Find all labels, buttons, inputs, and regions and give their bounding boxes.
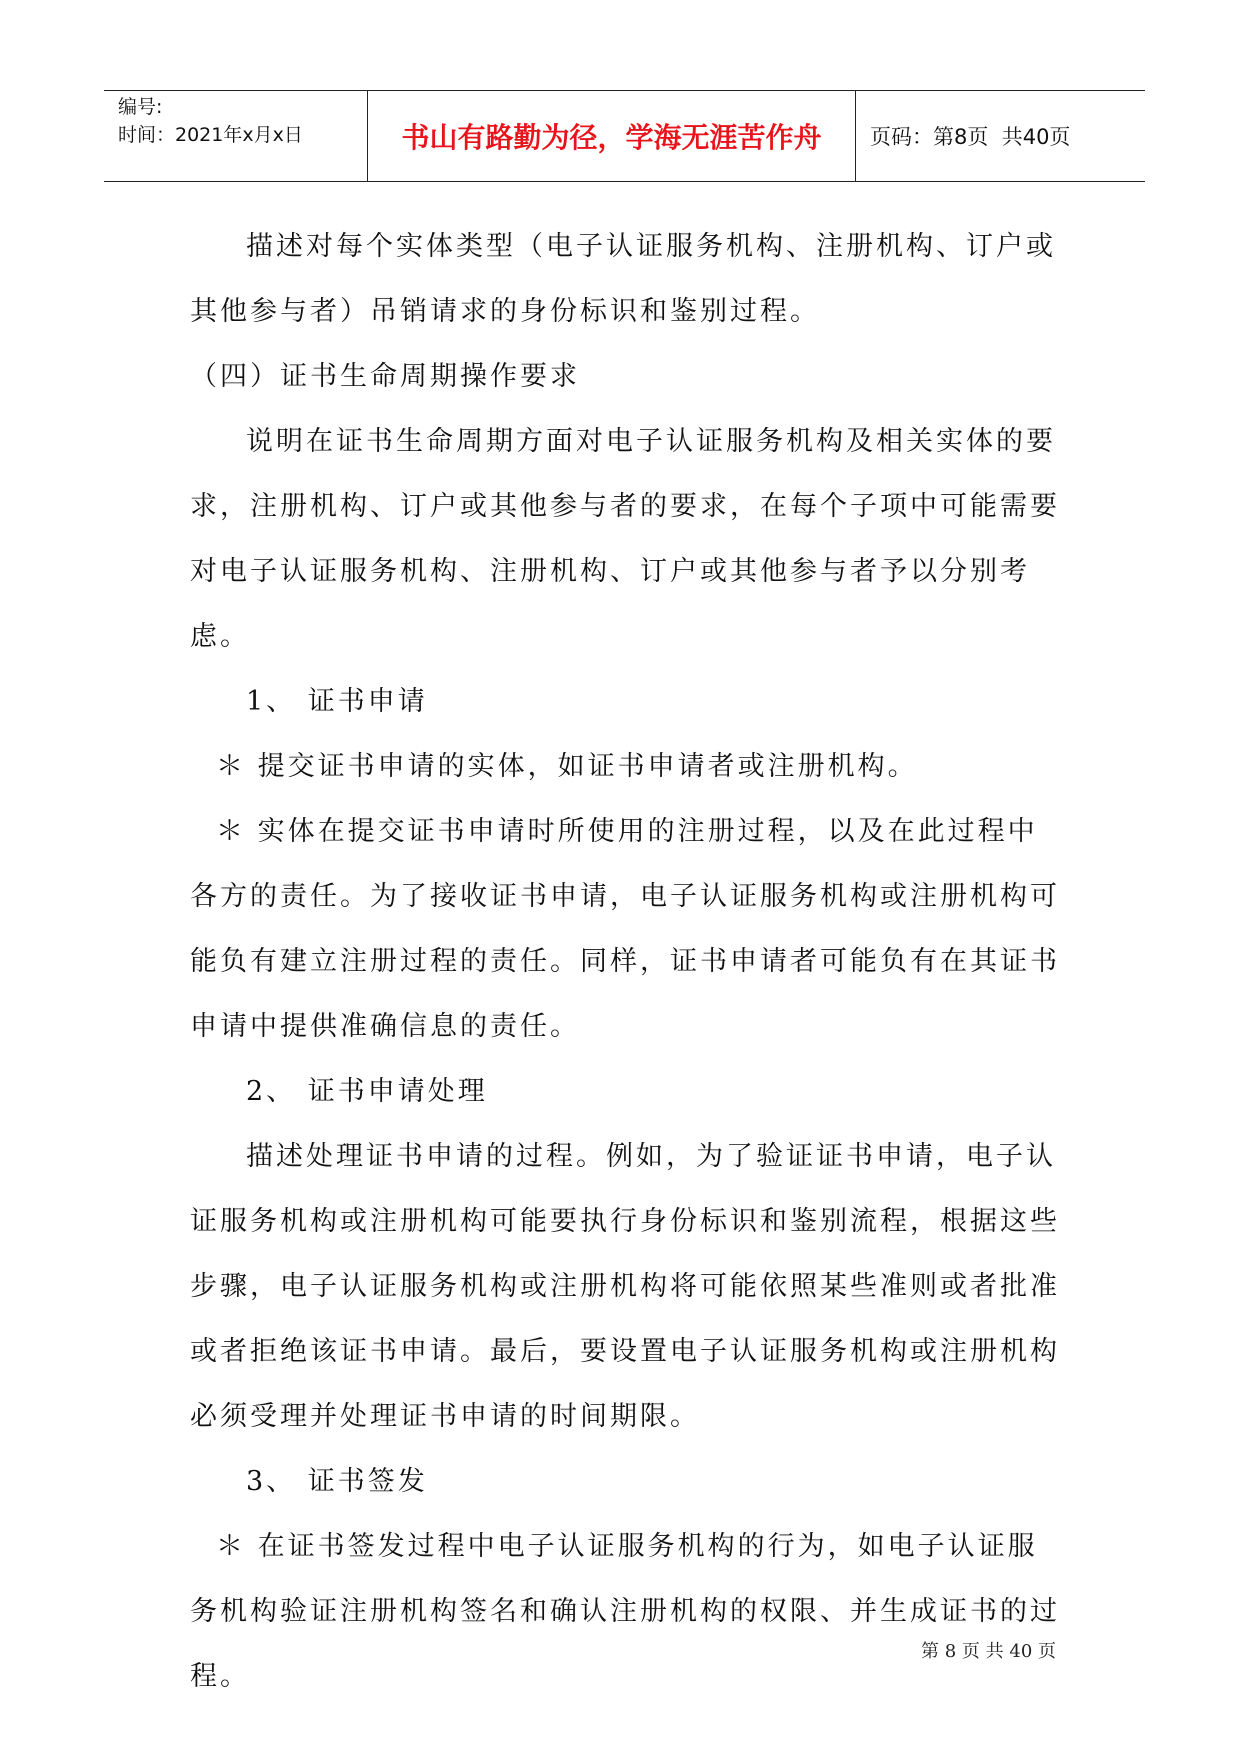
- paragraph: 描述对每个实体类型（电子认证服务机构、注册机构、订户或其他参与者）吊销请求的身份标识和鉴别过程。: [190, 231, 1056, 327]
- header-meta: [104, 91, 368, 181]
- document-number-label: 编号:: [118, 96, 163, 118]
- header-motto: 书山有路勤为径，学海无涯苦作舟: [368, 91, 856, 181]
- bullet-paragraph: ＊ 实体在提交证书申请时所使用的注册过程，以及在此过程中各方的责任。为了接收证书申请，电子认证服务机构或注册机构可能负有建立注册过程的责任。同样，证书申请者可能负有在其证书申请中提供准确信息的责任。: [190, 816, 1060, 1042]
- section-heading: （四）证书生命周期操作要求: [190, 361, 580, 392]
- subsection-heading: 1、 证书申请: [246, 686, 428, 717]
- page-header: [104, 90, 1145, 182]
- bullet-paragraph: ＊ 在证书签发过程中电子认证服务机构的行为，如电子认证服务机构验证注册机构签名和确认注册机构的权限、并生成证书的过程。: [190, 1531, 1060, 1692]
- bullet-paragraph: ＊ 提交证书申请的实体，如证书申请者或注册机构。: [216, 751, 918, 782]
- page-footer: 第 8 页 共 40 页: [921, 1641, 1056, 1662]
- header-page-info: 页码：第8页 共40页: [870, 125, 1071, 149]
- document-time-label: 时间：2021年x月x日: [118, 124, 303, 146]
- document-body: [190, 214, 1062, 1709]
- subsection-heading: 3、 证书签发: [246, 1466, 428, 1497]
- paragraph: 说明在证书生命周期方面对电子认证服务机构及相关实体的要求，注册机构、订户或其他参与者的要求，在每个子项中可能需要对电子认证服务机构、注册机构、订户或其他参与者予以分别考虑。: [190, 426, 1060, 652]
- subsection-heading: 2、 证书申请处理: [246, 1076, 488, 1107]
- paragraph: 描述处理证书申请的过程。例如，为了验证证书申请，电子认证服务机构或注册机构可能要执行身份标识和鉴别流程，根据这些步骤，电子认证服务机构或注册机构将可能依照某些准则或者批准或者拒绝该证书申请。最后，要设置电子认证服务机构或注册机构必须受理并处理证书申请的时间期限。: [190, 1141, 1060, 1432]
